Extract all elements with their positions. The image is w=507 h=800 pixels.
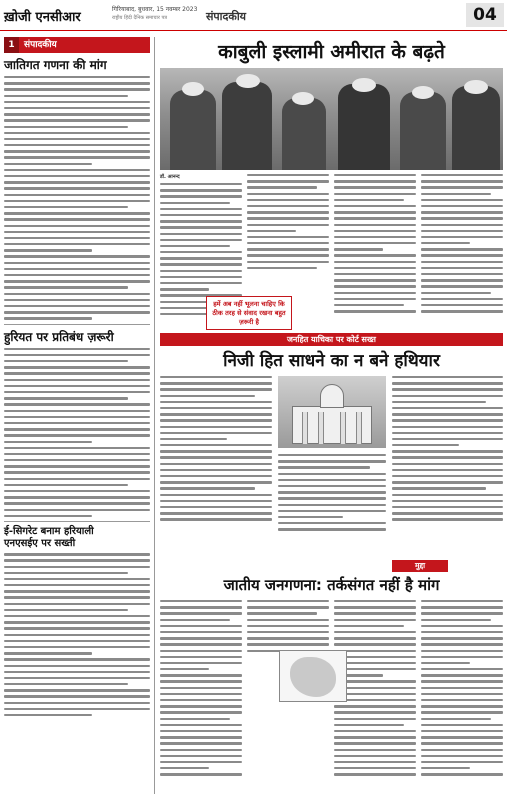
section-number: 1 xyxy=(4,37,19,53)
editorial-body-2 xyxy=(4,348,150,517)
issue-date: गिरियाबाद, बुधवार, 15 नवम्बर 2023 xyxy=(112,6,198,13)
page-number: 04 xyxy=(466,3,504,27)
court-article-body xyxy=(160,376,503,536)
supreme-court-photo xyxy=(278,376,386,448)
editorial-label: संपादकीय xyxy=(24,40,57,50)
editorial-body-3 xyxy=(4,553,150,716)
editorial-heading-3: ई-सिगरेट बनाम हरियाली एनएसईए पर सख्ती xyxy=(4,526,94,550)
left-column xyxy=(4,37,155,794)
editorial-heading-1: जातिगत गणना की मांग xyxy=(4,58,107,72)
court-article-title: निजी हित साधने का न बने हथियार xyxy=(223,351,440,371)
issue-tag: मुद्दा xyxy=(392,560,448,572)
india-map-graphic xyxy=(279,650,347,702)
issue-article xyxy=(160,560,503,794)
masthead xyxy=(0,0,507,31)
newspaper-name: ख़ोजी एनसीआर xyxy=(4,10,81,25)
newspaper-tagline: राष्ट्रीय हिंदी दैनिक समाचार पत्र xyxy=(112,15,168,21)
main-article-title: काबुली इस्लामी अमीरात के बढ़ते xyxy=(218,41,445,63)
court-article-banner: जनहित याचिका पर कोर्ट सख्त xyxy=(160,333,503,346)
editorial-body-1 xyxy=(4,76,150,320)
editorial-heading-2: हुरियत पर प्रतिबंध ज़रूरी xyxy=(4,329,114,344)
editorial-header xyxy=(4,37,150,53)
pull-quote: हमें अब नहीं भूलना चाहिए कि ठीक तरह से संवाद रखना बहुत ज़रूरी है xyxy=(206,296,292,330)
issue-article-title: जातीय जनगणना: तर्कसंगत नहीं है मांग xyxy=(223,576,440,594)
article-byline: डॉ. आनन्द xyxy=(160,174,180,180)
main-article-photo xyxy=(160,68,503,170)
section-title: संपादकीय xyxy=(206,10,247,23)
